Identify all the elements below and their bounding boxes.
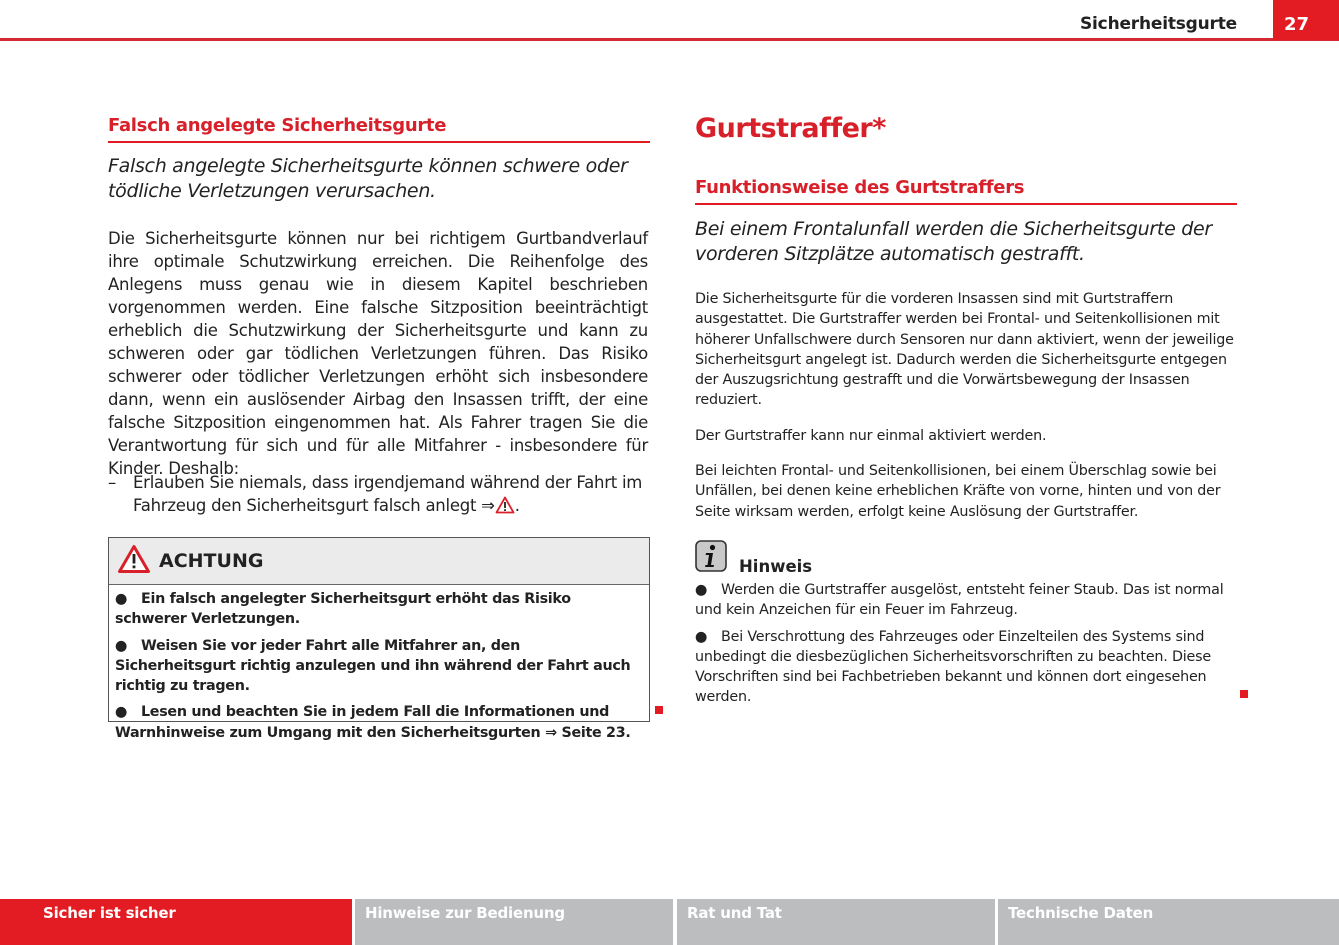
- warning-bullet-text: Lesen und beachten Sie in jedem Fall die Informationen und Warnhinweise zum Umgang mit den Sicherheitsgurten ⇒ Seite 23.: [115, 704, 631, 741]
- dash-marker: –: [108, 473, 116, 492]
- note-bullet: [695, 627, 1235, 708]
- note-body: [695, 580, 1235, 714]
- warning-bullet-text: Ein falsch angelegter Sicherheitsgurt erhöht das Risiko schwerer Verletzungen.: [115, 591, 571, 628]
- dash-item-suffix: .: [514, 496, 520, 515]
- note-bullet: [695, 580, 1235, 621]
- dash-list-item: [108, 471, 648, 520]
- header-rule: [0, 38, 1339, 41]
- body-paragraph-left: Die Sicherheitsgurte können nur bei richtigem Gurtbandverlauf ihre optimale Schutzwirkung erreichen. Die Reihenfolge des Anlegens muss genau wie in diesem Kapitel beschrieben vorgenommen werden. Eine falsche Sitzposition beeinträchtigt erheblich die Schutzwirkung der Sicherheitsgurte und kann zu schweren oder gar tödlichen Verletzungen führen. Das Risiko schwerer oder tödlicher Verletzungen erhöht sich insbesondere dann, wenn ein auslösender Airbag den Insassen trifft, der eine falsche Sitzposition eingenommen hat. Als Fahrer tragen Sie die Verantwortung für sich und für alle Mitfahrer - insbesondere für Kinder. Deshalb:: [108, 229, 648, 478]
- section-title-left: Falsch angelegte Sicherheitsgurte: [108, 115, 447, 136]
- footer-tab-label: Rat und Tat: [687, 904, 782, 922]
- section-end-mark: [655, 706, 663, 714]
- bullet-dot: ●: [115, 591, 128, 607]
- warning-reference-icon[interactable]: [495, 496, 515, 520]
- section-rule-right: [695, 203, 1237, 205]
- bullet-dot: ●: [695, 582, 708, 598]
- footer-tab-sicher-ist-sicher[interactable]: [0, 899, 352, 945]
- note-header: [695, 540, 812, 576]
- dash-item-text: Erlauben Sie niemals, dass irgendjemand während der Fahrt im Fahrzeug den Sicherheitsgurt falsch anlegt ⇒: [133, 473, 643, 515]
- body-paragraph-right-2: Der Gurtstraffer kann nur einmal aktiviert werden.: [695, 428, 1047, 444]
- warning-box: [108, 537, 650, 741]
- bullet-dot: ●: [695, 628, 708, 645]
- page-number: 27: [1273, 0, 1339, 40]
- warning-box-header: [109, 538, 649, 585]
- running-title: Sicherheitsgurte: [1080, 14, 1237, 34]
- lead-left: Falsch angelegte Sicherheitsgurte können schwere oder tödliche Verletzungen verursachen.: [108, 155, 628, 202]
- warning-box-title: ACHTUNG: [159, 550, 264, 572]
- body-paragraph-right-3: Bei leichten Frontal- und Seitenkollisionen, bei einem Überschlag sowie bei Unfällen, bei denen keine erheblichen Kräfte von vorne, hinten und von der Seite wirksam werden, erfolgt keine Auslösung der Gurtstraffer.: [695, 463, 1221, 520]
- dash-item-content: [133, 471, 648, 520]
- footer-tab-label: Hinweise zur Bedienung: [365, 904, 565, 922]
- chapter-title: Gurtstraffer*: [695, 113, 886, 144]
- bullet-dot: ●: [115, 637, 128, 654]
- warning-bullet-text: Weisen Sie vor jeder Fahrt alle Mitfahrer an, den Sicherheitsgurt richtig anzulegen und ihn während der Fahrt auch richtig zu tragen.: [115, 637, 631, 695]
- footer-tab-rat-und-tat[interactable]: [677, 899, 995, 945]
- footer-tab-label: Technische Daten: [1008, 904, 1154, 922]
- body-paragraph-right-1: Die Sicherheitsgurte für die vorderen Insassen sind mit Gurtstraffern ausgestattet. Die Gurtstraffer werden bei Frontal- und Seitenkollisionen mit höherer Unfallschwere durch Sensoren nur dann aktiviert, wenn der jeweilige Sicherheitsgurt angelegt ist. Dadurch werden die Sicherheitsgurte entgegen der Auszugsrichtung gestrafft und die Vorwärtsbewegung der Insassen reduziert.: [695, 291, 1234, 409]
- warning-bullet: [115, 636, 641, 697]
- note-title: Hinweis: [739, 557, 813, 576]
- section-rule-left: [108, 141, 650, 143]
- note-bullet-text: Werden die Gurtstraffer ausgelöst, entsteht feiner Staub. Das ist normal und kein Anzeichen für ein Feuer im Fahrzeug.: [695, 582, 1224, 619]
- info-icon: [695, 540, 727, 576]
- section-end-mark: [1240, 690, 1248, 698]
- warning-bullet: [115, 702, 641, 743]
- footer-tab-technische-daten[interactable]: [998, 899, 1339, 945]
- footer-tab-label: Sicher ist sicher: [43, 904, 176, 922]
- footer-tab-hinweise-zur-bedienung[interactable]: [355, 899, 673, 945]
- bullet-dot: ●: [115, 704, 128, 721]
- warning-triangle-icon: [117, 544, 151, 578]
- lead-right: Bei einem Frontalunfall werden die Sicherheitsgurte der vorderen Sitzplätze automatisch gestrafft.: [695, 218, 1212, 265]
- section-title-right: Funktionsweise des Gurtstraffers: [695, 177, 1025, 198]
- note-bullet-text: Bei Verschrottung des Fahrzeuges oder Einzelteilen des Systems sind unbedingt die diesbezüglichen Sicherheitsvorschriften zu beachten. Diese Vorschriften sind bei Fachbetrieben bekannt und können dort eingesehen werden.: [695, 628, 1211, 706]
- warning-box-body: [109, 585, 649, 743]
- warning-bullet: [115, 589, 641, 630]
